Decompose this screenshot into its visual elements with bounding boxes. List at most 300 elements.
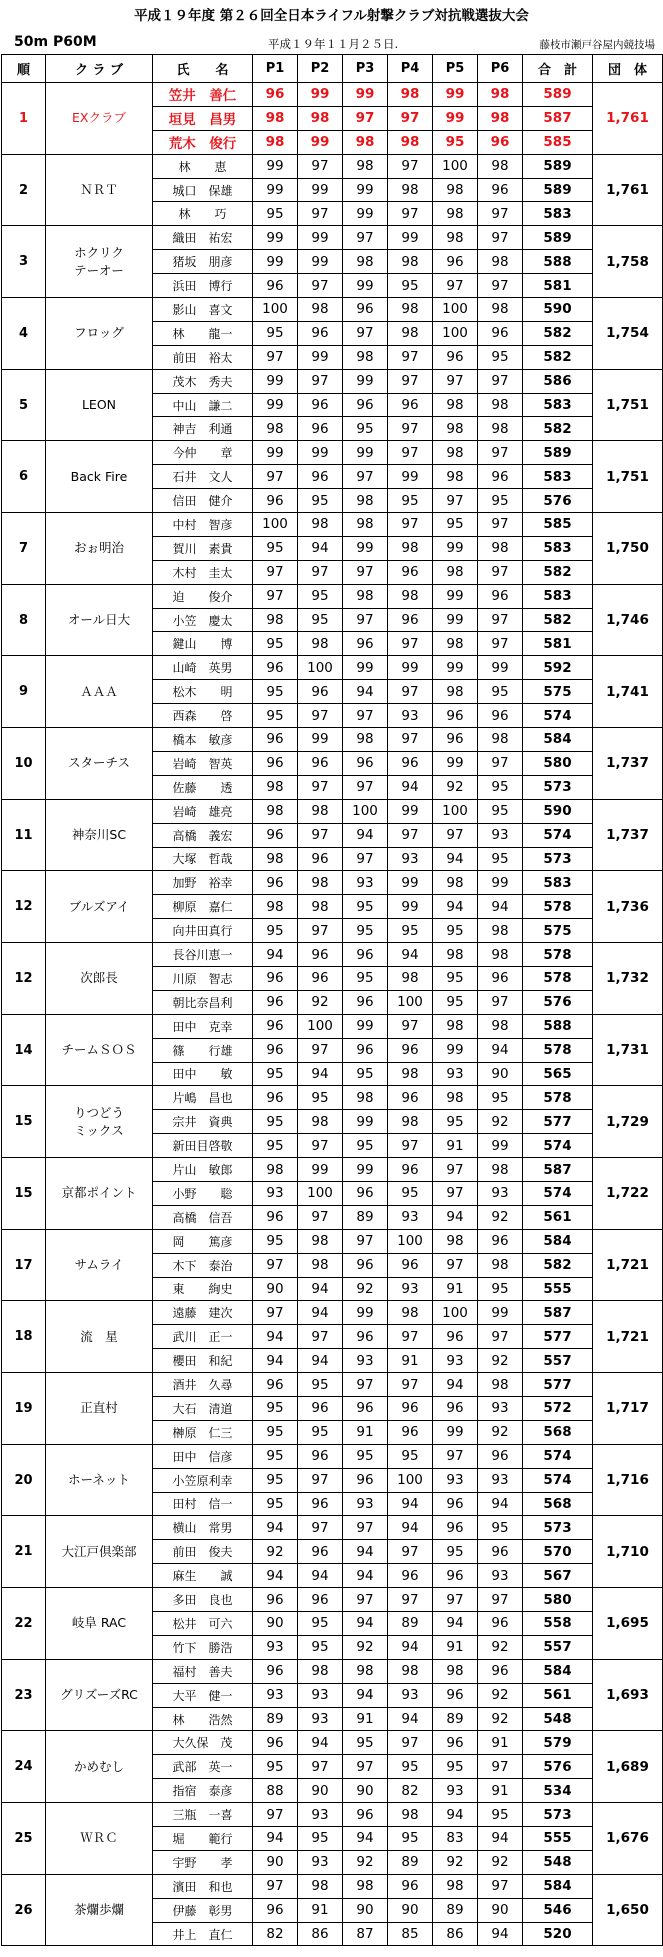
- series-score-p2: 94: [298, 1731, 343, 1755]
- col-total: 合 計: [523, 55, 593, 83]
- series-score-p1: 93: [253, 1635, 298, 1659]
- series-score-p4: 93: [388, 1277, 433, 1301]
- series-score-p4: 98: [388, 83, 433, 107]
- series-score-p5: 100: [433, 321, 478, 345]
- series-score-p5: 97: [433, 1158, 478, 1182]
- shooter-total: 585: [523, 513, 593, 537]
- series-score-p2: 97: [298, 919, 343, 943]
- series-score-p4: 93: [388, 847, 433, 871]
- series-score-p1: 100: [253, 298, 298, 322]
- series-score-p4: 98: [388, 321, 433, 345]
- club-name: チームＳＯＳ: [46, 1014, 153, 1086]
- series-score-p3: 94: [343, 1827, 388, 1851]
- shooter-name: 田中 敏: [153, 1062, 253, 1086]
- team-total: 1,746: [593, 584, 663, 656]
- series-score-p6: 97: [478, 608, 523, 632]
- series-score-p3: 97: [343, 847, 388, 871]
- shooter-name: 岩崎 智英: [153, 751, 253, 775]
- shooter-total: 546: [523, 1898, 593, 1922]
- series-score-p2: 97: [298, 1755, 343, 1779]
- shooter-total: 578: [523, 1086, 593, 1110]
- shooter-name: 井上 直仁: [153, 1922, 253, 1946]
- series-score-p3: 94: [343, 1683, 388, 1707]
- shooter-name: 中村 智彦: [153, 513, 253, 537]
- series-score-p4: 89: [388, 1612, 433, 1636]
- series-score-p3: 97: [343, 560, 388, 584]
- series-score-p1: 95: [253, 536, 298, 560]
- shooter-name: 佐藤 透: [153, 775, 253, 799]
- series-score-p3: 94: [343, 1564, 388, 1588]
- series-score-p4: 97: [388, 680, 433, 704]
- table-row: [2, 943, 663, 967]
- series-score-p3: 96: [343, 1396, 388, 1420]
- series-score-p3: 92: [343, 1850, 388, 1874]
- series-score-p3: 96: [343, 1325, 388, 1349]
- team-rank: 26: [2, 1874, 46, 1946]
- series-score-p1: 95: [253, 680, 298, 704]
- series-score-p1: 95: [253, 919, 298, 943]
- team-total: 1,689: [593, 1731, 663, 1803]
- team-rank: 8: [2, 584, 46, 656]
- club-name: サムライ: [46, 1229, 153, 1301]
- shooter-name: 武部 英一: [153, 1755, 253, 1779]
- series-score-p4: 93: [388, 1683, 433, 1707]
- shooter-name: 橋本 敏彦: [153, 728, 253, 752]
- series-score-p6: 99: [478, 656, 523, 680]
- series-score-p5: 96: [433, 1396, 478, 1420]
- shooter-name: 林 龍一: [153, 321, 253, 345]
- team-rank: 24: [2, 1731, 46, 1803]
- club-name: フロッグ: [46, 298, 153, 370]
- series-score-p4: 94: [388, 1635, 433, 1659]
- series-score-p4: 96: [388, 1396, 433, 1420]
- series-score-p5: 96: [433, 1516, 478, 1540]
- series-score-p2: 93: [298, 1683, 343, 1707]
- shooter-total: 582: [523, 1253, 593, 1277]
- team-total: 1,722: [593, 1158, 663, 1230]
- series-score-p4: 94: [388, 1707, 433, 1731]
- shooter-name: 迫 俊介: [153, 584, 253, 608]
- series-score-p4: 97: [388, 441, 433, 465]
- subheader: [0, 32, 663, 54]
- series-score-p1: 96: [253, 1659, 298, 1683]
- shooter-name: 小野 聡: [153, 1181, 253, 1205]
- series-score-p1: 99: [253, 226, 298, 250]
- series-score-p4: 89: [388, 1850, 433, 1874]
- series-score-p3: 95: [343, 895, 388, 919]
- series-score-p2: 97: [298, 775, 343, 799]
- series-score-p2: 95: [298, 1635, 343, 1659]
- shooter-name: 新田目啓敬: [153, 1134, 253, 1158]
- series-score-p3: 99: [343, 441, 388, 465]
- series-score-p4: 98: [388, 1062, 433, 1086]
- series-score-p5: 96: [433, 728, 478, 752]
- series-score-p2: 97: [298, 154, 343, 178]
- series-score-p5: 91: [433, 1277, 478, 1301]
- series-score-p1: 95: [253, 1468, 298, 1492]
- shooter-name: 木村 圭太: [153, 560, 253, 584]
- team-total: 1,737: [593, 799, 663, 871]
- table-row: [2, 513, 663, 537]
- series-score-p4: 97: [388, 154, 433, 178]
- series-score-p4: 99: [388, 465, 433, 489]
- series-score-p2: 98: [298, 895, 343, 919]
- series-score-p5: 97: [433, 1588, 478, 1612]
- series-score-p4: 98: [388, 1803, 433, 1827]
- shooter-name: 岩崎 雄亮: [153, 799, 253, 823]
- series-score-p6: 98: [478, 728, 523, 752]
- series-score-p3: 93: [343, 1349, 388, 1373]
- series-score-p4: 97: [388, 1373, 433, 1397]
- series-score-p3: 99: [343, 1301, 388, 1325]
- club-name: スターチス: [46, 728, 153, 800]
- shooter-name: 指宿 泰彦: [153, 1779, 253, 1803]
- series-score-p2: 94: [298, 536, 343, 560]
- shooter-total: 577: [523, 1110, 593, 1134]
- series-score-p1: 94: [253, 1827, 298, 1851]
- series-score-p3: 99: [343, 274, 388, 298]
- shooter-total: 583: [523, 465, 593, 489]
- shooter-name: 柳原 嘉仁: [153, 895, 253, 919]
- series-score-p3: 91: [343, 1707, 388, 1731]
- series-score-p3: 96: [343, 751, 388, 775]
- series-score-p2: 96: [298, 1444, 343, 1468]
- shooter-total: 575: [523, 919, 593, 943]
- series-score-p6: 96: [478, 1229, 523, 1253]
- series-score-p4: 96: [388, 1253, 433, 1277]
- col-team: 団 体: [593, 55, 663, 83]
- series-score-p6: 93: [478, 1564, 523, 1588]
- series-score-p6: 90: [478, 1062, 523, 1086]
- shooter-total: 568: [523, 1420, 593, 1444]
- series-score-p1: 95: [253, 632, 298, 656]
- club-name: 京都ポイント: [46, 1158, 153, 1230]
- series-score-p2: 97: [298, 369, 343, 393]
- series-score-p6: 95: [478, 847, 523, 871]
- table-row: [2, 1158, 663, 1182]
- shooter-name: 多田 良也: [153, 1588, 253, 1612]
- series-score-p6: 97: [478, 632, 523, 656]
- team-total: 1,761: [593, 154, 663, 226]
- team-rank: 2: [2, 154, 46, 226]
- table-row: [2, 441, 663, 465]
- series-score-p6: 98: [478, 298, 523, 322]
- club-name: オール日大: [46, 584, 153, 656]
- shooter-name: 大平 健一: [153, 1683, 253, 1707]
- series-score-p1: 94: [253, 1349, 298, 1373]
- shooter-total: 581: [523, 274, 593, 298]
- series-score-p2: 93: [298, 1850, 343, 1874]
- series-score-p1: 96: [253, 1731, 298, 1755]
- shooter-total: 574: [523, 704, 593, 728]
- shooter-total: 557: [523, 1349, 593, 1373]
- event-name: 50m P60M: [14, 34, 97, 50]
- table-row: [2, 369, 663, 393]
- shooter-name: 加野 裕幸: [153, 871, 253, 895]
- table-row: [2, 1086, 663, 1110]
- shooter-total: 578: [523, 966, 593, 990]
- series-score-p6: 96: [478, 584, 523, 608]
- series-score-p1: 96: [253, 656, 298, 680]
- series-score-p5: 98: [433, 226, 478, 250]
- series-score-p6: 92: [478, 1850, 523, 1874]
- shooter-name: 岡 篤彦: [153, 1229, 253, 1253]
- shooter-name: 浜田 博行: [153, 274, 253, 298]
- club-name: かめむし: [46, 1731, 153, 1803]
- shooter-name: 酒井 久尋: [153, 1373, 253, 1397]
- series-score-p1: 96: [253, 1038, 298, 1062]
- series-score-p4: 96: [388, 608, 433, 632]
- series-score-p1: 96: [253, 990, 298, 1014]
- series-score-p3: 94: [343, 1612, 388, 1636]
- club-name: ＮＲＴ: [46, 154, 153, 226]
- shooter-name: 影山 喜文: [153, 298, 253, 322]
- series-score-p4: 97: [388, 1134, 433, 1158]
- series-score-p5: 93: [433, 1468, 478, 1492]
- series-score-p3: 99: [343, 1158, 388, 1182]
- series-score-p4: 95: [388, 1827, 433, 1851]
- shooter-total: 578: [523, 943, 593, 967]
- header-row: [2, 55, 663, 83]
- club-name: EXクラブ: [46, 83, 153, 155]
- series-score-p2: 96: [298, 465, 343, 489]
- series-score-p4: 97: [388, 728, 433, 752]
- series-score-p1: 98: [253, 608, 298, 632]
- series-score-p3: 99: [343, 1014, 388, 1038]
- shooter-total: 577: [523, 1373, 593, 1397]
- club-name: LEON: [46, 369, 153, 441]
- series-score-p6: 99: [478, 871, 523, 895]
- shooter-total: 588: [523, 250, 593, 274]
- shooter-name: 山崎 英男: [153, 656, 253, 680]
- series-score-p5: 89: [433, 1898, 478, 1922]
- shooter-total: 555: [523, 1827, 593, 1851]
- shooter-total: 576: [523, 990, 593, 1014]
- series-score-p5: 97: [433, 274, 478, 298]
- series-score-p1: 92: [253, 1540, 298, 1564]
- series-score-p5: 100: [433, 298, 478, 322]
- shooter-total: 581: [523, 632, 593, 656]
- series-score-p1: 98: [253, 130, 298, 154]
- series-score-p4: 97: [388, 417, 433, 441]
- series-score-p2: 98: [298, 1110, 343, 1134]
- table-row: [2, 1731, 663, 1755]
- shooter-name: 遠藤 建次: [153, 1301, 253, 1325]
- series-score-p6: 98: [478, 1253, 523, 1277]
- shooter-total: 583: [523, 871, 593, 895]
- shooter-total: 586: [523, 369, 593, 393]
- series-score-p2: 95: [298, 608, 343, 632]
- table-row: [2, 1803, 663, 1827]
- series-score-p5: 95: [433, 1755, 478, 1779]
- series-score-p4: 99: [388, 226, 433, 250]
- series-score-p3: 95: [343, 1134, 388, 1158]
- series-score-p6: 95: [478, 775, 523, 799]
- series-score-p3: 91: [343, 1420, 388, 1444]
- team-total: 1,693: [593, 1659, 663, 1731]
- series-score-p1: 99: [253, 393, 298, 417]
- series-score-p1: 95: [253, 321, 298, 345]
- series-score-p4: 97: [388, 513, 433, 537]
- team-total: 1,750: [593, 513, 663, 585]
- series-score-p2: 92: [298, 990, 343, 1014]
- series-score-p4: 98: [388, 298, 433, 322]
- series-score-p2: 99: [298, 83, 343, 107]
- series-score-p1: 98: [253, 1158, 298, 1182]
- team-total: 1,737: [593, 728, 663, 800]
- shooter-name: 高橋 義宏: [153, 823, 253, 847]
- club-name: ＷＲＣ: [46, 1803, 153, 1875]
- shooter-total: 582: [523, 560, 593, 584]
- series-score-p5: 93: [433, 1062, 478, 1086]
- shooter-name: 櫻田 和紀: [153, 1349, 253, 1373]
- series-score-p4: 100: [388, 1468, 433, 1492]
- shooter-name: 高橋 信吾: [153, 1205, 253, 1229]
- series-score-p4: 96: [388, 1086, 433, 1110]
- team-total: 1,732: [593, 943, 663, 1015]
- series-score-p6: 94: [478, 895, 523, 919]
- series-score-p6: 97: [478, 1588, 523, 1612]
- shooter-total: 583: [523, 536, 593, 560]
- series-score-p3: 99: [343, 369, 388, 393]
- shooter-total: 573: [523, 1803, 593, 1827]
- shooter-total: 582: [523, 321, 593, 345]
- series-score-p5: 95: [433, 1540, 478, 1564]
- series-score-p6: 94: [478, 1827, 523, 1851]
- shooter-total: 580: [523, 1588, 593, 1612]
- series-score-p4: 94: [388, 775, 433, 799]
- table-row: [2, 1588, 663, 1612]
- series-score-p6: 97: [478, 441, 523, 465]
- series-score-p3: 90: [343, 1779, 388, 1803]
- series-score-p5: 83: [433, 1827, 478, 1851]
- series-score-p5: 97: [433, 823, 478, 847]
- team-total: 1,736: [593, 871, 663, 943]
- team-total: 1,729: [593, 1086, 663, 1158]
- shooter-name: 大塚 哲哉: [153, 847, 253, 871]
- series-score-p2: 99: [298, 441, 343, 465]
- series-score-p6: 96: [478, 1444, 523, 1468]
- series-score-p3: 100: [343, 799, 388, 823]
- series-score-p4: 98: [388, 1301, 433, 1325]
- shooter-total: 574: [523, 1181, 593, 1205]
- team-total: 1,676: [593, 1803, 663, 1875]
- series-score-p5: 98: [433, 417, 478, 441]
- series-score-p5: 98: [433, 943, 478, 967]
- series-score-p6: 92: [478, 1349, 523, 1373]
- shooter-total: 534: [523, 1779, 593, 1803]
- shooter-total: 579: [523, 1731, 593, 1755]
- series-score-p3: 92: [343, 1635, 388, 1659]
- series-score-p4: 95: [388, 274, 433, 298]
- shooter-name: 三瓶 一喜: [153, 1803, 253, 1827]
- series-score-p1: 96: [253, 1014, 298, 1038]
- team-rank: 1: [2, 83, 46, 155]
- series-score-p5: 98: [433, 393, 478, 417]
- series-score-p6: 92: [478, 1420, 523, 1444]
- series-score-p6: 91: [478, 1731, 523, 1755]
- team-total: 1,741: [593, 656, 663, 728]
- shooter-total: 574: [523, 1468, 593, 1492]
- club-name: 流 星: [46, 1301, 153, 1373]
- series-score-p5: 99: [433, 656, 478, 680]
- shooter-total: 548: [523, 1850, 593, 1874]
- series-score-p4: 98: [388, 250, 433, 274]
- shooter-name: 猪坂 朋彦: [153, 250, 253, 274]
- series-score-p2: 96: [298, 1396, 343, 1420]
- series-score-p6: 92: [478, 1707, 523, 1731]
- series-score-p5: 94: [433, 1612, 478, 1636]
- series-score-p5: 98: [433, 202, 478, 226]
- series-score-p1: 98: [253, 417, 298, 441]
- series-score-p1: 99: [253, 178, 298, 202]
- series-score-p1: 95: [253, 1444, 298, 1468]
- shooter-total: 573: [523, 847, 593, 871]
- shooter-total: 587: [523, 106, 593, 130]
- series-score-p3: 97: [343, 465, 388, 489]
- series-score-p6: 96: [478, 1659, 523, 1683]
- results-table: [1, 54, 663, 1946]
- series-score-p2: 100: [298, 1014, 343, 1038]
- col-p5: P5: [433, 55, 478, 83]
- shooter-name: 横山 常男: [153, 1516, 253, 1540]
- series-score-p2: 94: [298, 1564, 343, 1588]
- table-row: [2, 584, 663, 608]
- shooter-name: 中山 謙二: [153, 393, 253, 417]
- shooter-total: 587: [523, 1301, 593, 1325]
- series-score-p5: 95: [433, 919, 478, 943]
- shooter-total: 568: [523, 1492, 593, 1516]
- series-score-p2: 100: [298, 656, 343, 680]
- series-score-p1: 96: [253, 728, 298, 752]
- series-score-p1: 95: [253, 1420, 298, 1444]
- col-club: ク ラ ブ: [46, 55, 153, 83]
- shooter-name: 林 巧: [153, 202, 253, 226]
- series-score-p3: 98: [343, 130, 388, 154]
- series-score-p5: 98: [433, 1229, 478, 1253]
- series-score-p3: 97: [343, 1373, 388, 1397]
- shooter-name: 濱田 和也: [153, 1874, 253, 1898]
- shooter-name: 武川 正一: [153, 1325, 253, 1349]
- series-score-p6: 98: [478, 154, 523, 178]
- team-rank: 12: [2, 871, 46, 943]
- series-score-p2: 95: [298, 489, 343, 513]
- shooter-name: 向井田真行: [153, 919, 253, 943]
- series-score-p3: 90: [343, 1898, 388, 1922]
- series-score-p1: 95: [253, 1492, 298, 1516]
- series-score-p1: 97: [253, 1803, 298, 1827]
- series-score-p3: 93: [343, 871, 388, 895]
- series-score-p6: 97: [478, 751, 523, 775]
- series-score-p2: 95: [298, 1086, 343, 1110]
- shooter-total: 567: [523, 1564, 593, 1588]
- event-venue: 藤枝市瀬戸谷屋内競技場: [539, 39, 655, 51]
- shooter-name: 荒木 俊行: [153, 130, 253, 154]
- series-score-p4: 93: [388, 1205, 433, 1229]
- series-score-p3: 99: [343, 202, 388, 226]
- series-score-p3: 99: [343, 656, 388, 680]
- club-name: グリズーズRC: [46, 1659, 153, 1731]
- series-score-p5: 99: [433, 751, 478, 775]
- series-score-p4: 98: [388, 966, 433, 990]
- series-score-p4: 96: [388, 560, 433, 584]
- series-score-p4: 95: [388, 489, 433, 513]
- series-score-p6: 96: [478, 966, 523, 990]
- series-score-p3: 97: [343, 775, 388, 799]
- team-rank: 18: [2, 1301, 46, 1373]
- table-row: [2, 83, 663, 107]
- series-score-p1: 96: [253, 966, 298, 990]
